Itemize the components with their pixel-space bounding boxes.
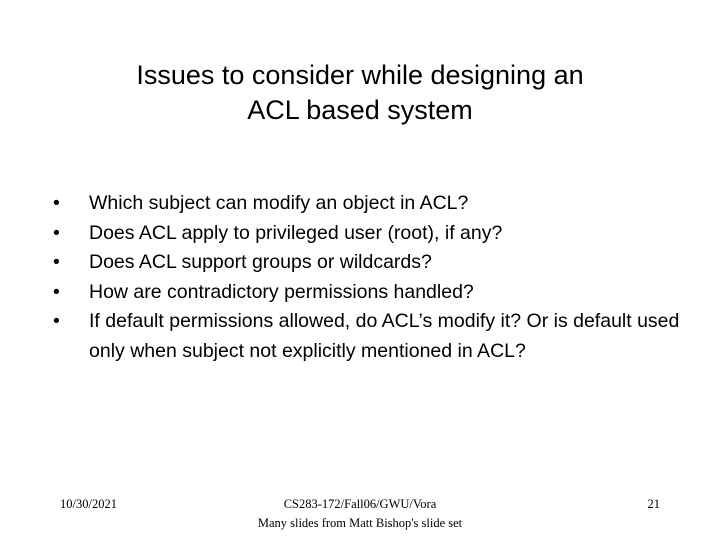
bullet-list: [48, 189, 688, 366]
footer-date: 10/30/2021: [60, 497, 117, 511]
bullet-text: Does ACL support groups or wildcards?: [89, 251, 432, 273]
title-line-1: Issues to consider while designing an: [136, 60, 584, 90]
title-line-2: ACL based system: [247, 95, 473, 125]
slide-title: [60, 58, 660, 128]
bullet-icon: •: [53, 251, 60, 273]
footer-credit-line: Many slides from Matt Bishop's slide set: [257, 516, 463, 530]
bullet-text: How are contradictory permissions handled?: [89, 280, 474, 303]
bullet-text: Which subject can modify an object in ACL?: [89, 192, 469, 214]
bullet-text: If default permissions allowed, do ACL’s modify it? Or is default used only when subject not explicitly mentioned in ACL?: [89, 310, 680, 362]
page-number: 21: [647, 497, 660, 511]
bullet-icon: •: [53, 280, 60, 303]
bullet-item: [48, 219, 688, 249]
bullet-text: Does ACL apply to privileged user (root), if any?: [89, 221, 503, 244]
bullet-item: [48, 278, 688, 308]
bullet-icon: •: [53, 221, 60, 244]
bullet-item: [48, 248, 688, 278]
bullet-icon: •: [53, 192, 60, 214]
bullet-icon: •: [53, 310, 60, 332]
footer-course-line: CS283-172/Fall06/GWU/Vora: [283, 497, 437, 511]
bullet-item: [48, 307, 688, 366]
bullet-item: [48, 189, 688, 219]
footer-course-info: [220, 495, 500, 533]
